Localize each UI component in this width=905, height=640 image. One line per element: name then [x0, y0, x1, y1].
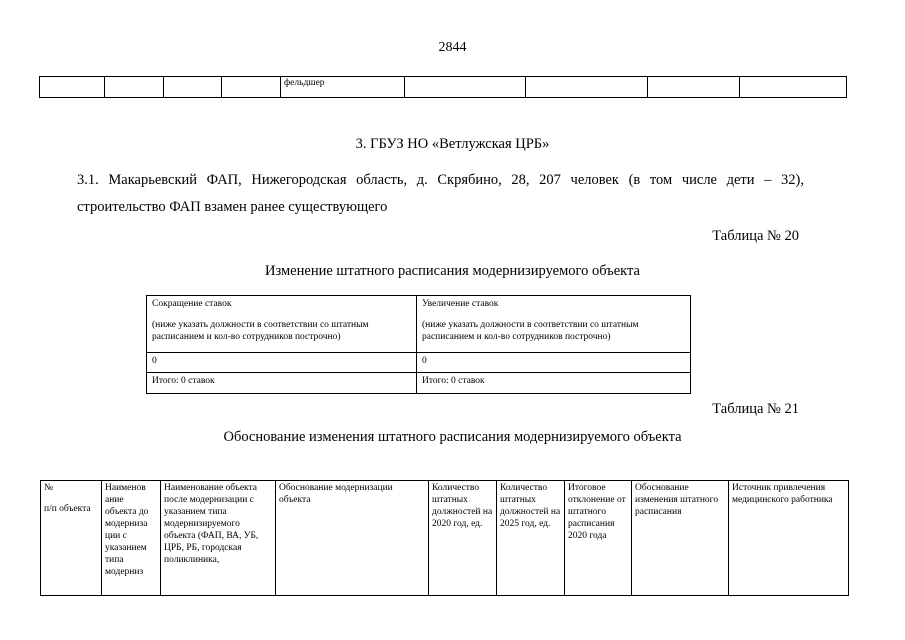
continuation-table: [39, 76, 847, 98]
staff-change-table: [146, 295, 691, 394]
column-header-number: [41, 481, 102, 596]
paragraph-line-2: строительство ФАП взамен ранее существующего: [77, 199, 388, 215]
table-total-row: [147, 373, 691, 394]
reduction-header: Сокращение ставок: [152, 299, 232, 309]
table-cell: [648, 77, 740, 98]
table-21-label: Таблица № 21: [712, 401, 799, 417]
number-sign: №: [44, 483, 54, 493]
table-20-label: Таблица № 20: [712, 228, 799, 244]
column-header-object-after: Наименование объекта после модернизации с указанием типа модернизируемого объекта (ФАП, ВА, УБ, ЦРБ, РБ, городская поликлиника,: [161, 481, 276, 596]
table-21-title: Обоснование изменения штатного расписания модернизируемого объекта: [223, 429, 682, 445]
increase-value: 0: [417, 353, 691, 373]
column-header-staff-2020: Количество штатных должностей на 2020 год, ед.: [429, 481, 497, 596]
table-row: [40, 77, 847, 98]
increase-note: (ниже указать должности в соответствии со штатным расписанием и кол-во сотрудников построчно): [422, 320, 639, 342]
paragraph-line-1-text: 3.1. Макарьевский ФАП, Нижегородская область, д. Скрябино, 28, 207 человек (в том числе дети – 32),: [77, 172, 804, 188]
page-number: 2844: [438, 40, 467, 55]
table-header-row: [147, 296, 691, 353]
table-row: [147, 353, 691, 373]
table-cell: [105, 77, 164, 98]
table-20-title: Изменение штатного расписания модернизируемого объекта: [265, 263, 640, 279]
paragraph-line-1: [77, 167, 804, 194]
column-header-source: Источник привлечения медицинского работника: [729, 481, 849, 596]
column-header-staff-change-reason: Обоснование изменения штатного расписания: [632, 481, 729, 596]
section-heading: 3. ГБУЗ НО «Ветлужская ЦРБ»: [355, 136, 550, 152]
column-header-staff-2025: Количество штатных должностей на 2025 год, ед.: [497, 481, 565, 596]
table-cell: [40, 77, 105, 98]
column-header-deviation: Итоговое отклонение от штатного расписания 2020 года: [565, 481, 632, 596]
table-cell: [164, 77, 222, 98]
column-header-justification: Обоснование модернизации объекта: [276, 481, 429, 596]
justification-table: [40, 480, 849, 596]
increase-header: Увеличение ставок: [422, 299, 499, 309]
increase-header-cell: [417, 296, 691, 353]
table-cell: [405, 77, 526, 98]
reduction-header-cell: [147, 296, 417, 353]
table-cell: [526, 77, 648, 98]
table-header-row: [41, 481, 849, 596]
column-header-object-name: Наименов ание объекта до модерниза ции с указанием типа модерниз: [102, 481, 161, 596]
reduction-value: 0: [147, 353, 417, 373]
reduction-note: (ниже указать должности в соответствии со штатным расписанием и кол-во сотрудников построчно): [152, 320, 369, 342]
table-cell: [740, 77, 847, 98]
reduction-total: Итого: 0 ставок: [147, 373, 417, 394]
section-paragraph: [77, 167, 804, 221]
table-cell: [222, 77, 281, 98]
number-sub-label: п/п объекта: [44, 504, 91, 514]
position-cell: фельдшер: [281, 77, 405, 98]
increase-total: Итого: 0 ставок: [417, 373, 691, 394]
